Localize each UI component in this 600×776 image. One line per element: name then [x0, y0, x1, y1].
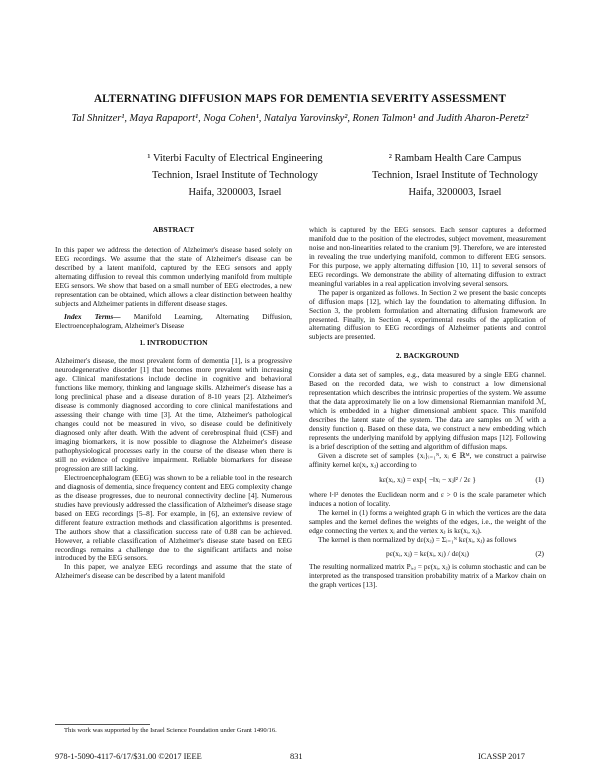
affiliation-1-line: Technion, Israel Institute of Technology [151, 170, 318, 181]
affiliation-1 [125, 150, 345, 201]
body-paragraph: The paper is organized as follows. In Section 2 we present the basic concepts of diffusion maps [12], which lay the foundation to alternating diffusion. In Section 3, the problem formulation and alternating diffusion framework are presented. Finally, in Section 4, experimental results of the application of alternating diffusion to EEG recordings of Alzheimer patients and control subjects are presented. [309, 287, 546, 342]
right-column [309, 226, 546, 590]
body-paragraph: The resulting normalized matrix Pᵢ,ⱼ = pε(xᵢ, xⱼ) is column stochastic and can be interpreted as the transposed transition probability matrix of a Markov chain on the graph vertices [13]. [309, 562, 546, 590]
intro-paragraph: In this paper, we analyze EEG recordings and assume that the state of Alzheimer's disease can be described by a latent manifold [55, 562, 292, 581]
abstract-heading: ABSTRACT [152, 225, 195, 234]
equation-2-body: pε(xᵢ, xⱼ) = kε(xᵢ, xⱼ) / dε(xⱼ) [386, 548, 469, 558]
paper-title: ALTERNATING DIFFUSION MAPS FOR DEMENTIA SEVERITY ASSESSMENT [93, 93, 507, 105]
introduction-heading: 1. INTRODUCTION [139, 337, 208, 347]
affiliation-2-line: Haifa, 3200003, Israel [408, 187, 502, 198]
footnote [55, 727, 292, 735]
footnote-rule [55, 724, 150, 725]
isbn-copyright: 978-1-5090-4117-6/17/$31.00 ©2017 IEEE [55, 752, 202, 761]
abstract-text: In this paper we address the detection of Alzheimer's disease based solely on EEG recordings. We assume that the state of Alzheimer's disease can be described by a latent manifold, captured by the EEG sensors and apply alternating diffusion to reveal this common underlying manifold from multiple EEG sensors. We show that based on a small number of EEG electrodes, a new representation can be obtained, which allows a clear distinction between healthy subjects and Alzheimer patients in different disease stages. [55, 244, 292, 308]
intro-paragraph: Alzheimer's disease, the most prevalent form of dementia [1], is a progressive neurodegenerative disorder [1] that becomes more prevalent with increasing age. Clinical manifestations include decline in cognitive and behavioral functions like memory, thinking and language skills. Alzheimer's disease has a long preclinical phase and a disease duration of 8-10 years [2]. Alzheimer's disease is commonly diagnosed according to core clinical manifestations and assessing their change with time [3]. At the time, Alzheimer's pathological changes could not be measured in vivo, so disease could be definitively diagnosed only after death. With the advent of cerebrospinal fluid (CSF) and imaging biomarkers, it is now possible to diagnose the Alzheimer's disease pathophysiological processes early in the course of the disease when there is still no evidence of cognitive impairment. Reliable biomarkers for disease progression are still lacking. [55, 356, 292, 473]
intro-paragraph: Electroencephalogram (EEG) was shown to be a reliable tool in the research and diagnosis of dementia, since frequency content and EEG complexity change as the disease progresses, due to neuronal connectivity decline [4]. Numerous studies have previously addressed the classification of Alzheimer's disease stage based on EEG recordings [5–8]. For example, in [6], an extensive review of different feature extraction methods and classification algorithms is presented. The authors show that a classification success rate of 0.88 can be achieved. However, a reliable classification of Alzheimer's disease state based on EEG recordings remains a challenge due to the significant artifacts and noise introduced by the EEG sensors. [55, 472, 292, 563]
index-terms-label: Index Terms— [64, 311, 121, 321]
body-paragraph: The kernel in (1) forms a weighted graph G in which the vertices are the data samples and the kernel defines the weights of the edges, i.e., the weight of the edge connecting the vertex xᵢ and the vertex xⱼ is kε(xᵢ, xⱼ). [309, 507, 546, 535]
affiliation-1-line: ¹ Viterbi Faculty of Electrical Engineering [147, 153, 323, 164]
background-heading: 2. BACKGROUND [395, 351, 460, 361]
equation-1 [309, 476, 546, 485]
affiliation-2-line: Technion, Israel Institute of Technology [371, 170, 538, 181]
page-number: 831 [290, 752, 303, 761]
affiliation-2 [345, 150, 565, 201]
affiliation-2-line: ² Rambam Health Care Campus [388, 153, 522, 164]
body-paragraph: The kernel is then normalized by dε(xⱼ) = Σᵢ₌₁ᴺ kε(xᵢ, xⱼ) as follows [318, 534, 517, 544]
footnote-text: This work was supported by the Israel Science Foundation under Grant 1490/16. [64, 727, 277, 734]
left-column [55, 226, 292, 581]
author-list: Tal Shnitzer¹, Maya Rapaport¹, Noga Cohen¹, Natalya Yarovinsky², Ronen Talmon¹ and Judith Aharon-Peretz² [71, 113, 529, 124]
body-paragraph: Given a discrete set of samples {xᵢ}ᵢ₌₁ᴺ, xᵢ ∈ ℝᴹ, we construct a pairwise affinity kernel kε(xᵢ, xⱼ) according to [309, 450, 546, 469]
equation-2 [309, 550, 546, 559]
equation-2-number: (2) [535, 548, 544, 558]
index-terms-text: Manifold Learning, Alternating Diffusion, Electroencephalogram, Alzheimer's Disease [55, 311, 292, 330]
venue: ICASSP 2017 [478, 752, 525, 761]
equation-1-body: kε(xᵢ, xⱼ) = exp{ −‖xᵢ − xⱼ‖² / 2ε } [379, 474, 476, 484]
equation-1-number: (1) [535, 474, 544, 484]
body-paragraph: which is captured by the EEG sensors. Each sensor captures a deformed manifold due to the position of the electrodes, subject movement, measurement noise and non-linearities related to the cranium [9]. Therefore, we are interested in revealing the true underlying manifold, common to different EEG sensors. For this purpose, we apply alternating diffusion [10, 11] to several sensors of EEG recordings. We demonstrate the ability of alternating diffusion to extract meaningful variables in a real application involving several sensors. [309, 225, 546, 288]
body-paragraph: Consider a data set of samples, e.g., data measured by a single EEG channel. Based on the recorded data, we wish to construct a low dimensional representation which describes the intrinsic properties of the system. We assume that the data approximately lie on a low dimensional Riemannian manifold ℳ, which is embedded in a higher dimensional ambient space. This manifold describes the latent state of the system. The data are samples on ℳ with a density function q. Based on these data, we construct a new embedding which represents the underlying manifold by applying diffusion maps [12]. Following is a brief description of the setting and algorithm of diffusion maps. [309, 370, 546, 451]
affiliation-1-line: Haifa, 3200003, Israel [188, 187, 282, 198]
body-paragraph: where ‖·‖² denotes the Euclidean norm and ε > 0 is the scale parameter which induces a notion of locality. [309, 489, 546, 508]
index-terms [55, 313, 292, 331]
